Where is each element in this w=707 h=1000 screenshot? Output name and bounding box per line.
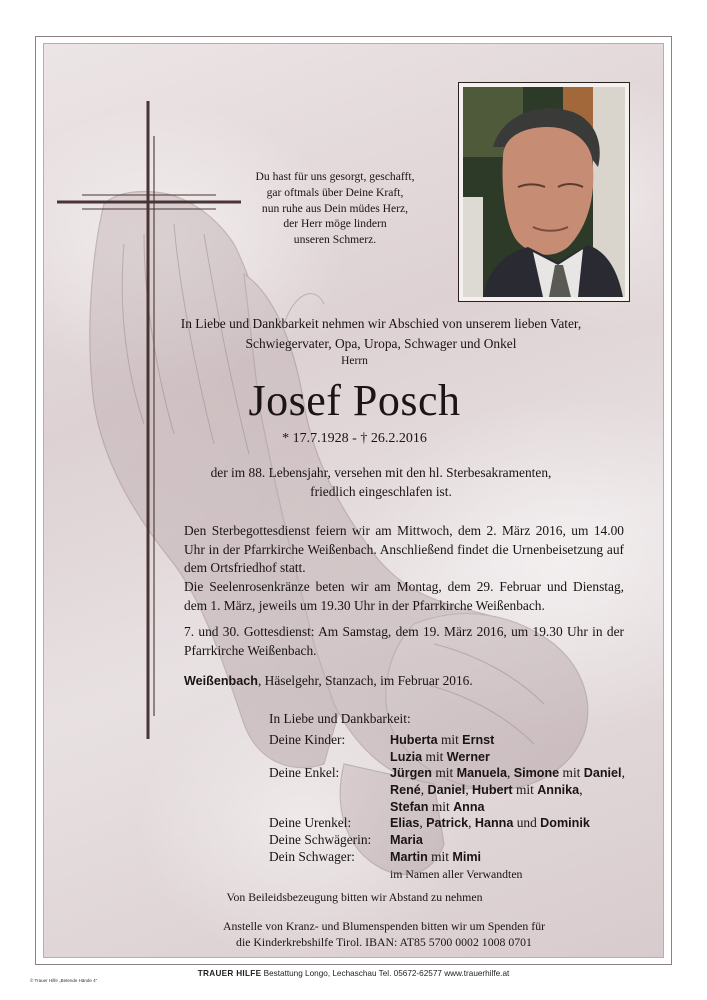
sacraments-text: [174, 464, 588, 501]
family-name: Werner: [446, 749, 490, 764]
family-name: Daniel: [427, 783, 466, 798]
deceased-name: Josef Posch: [248, 376, 461, 425]
children-label: Deine Kinder:: [269, 732, 346, 747]
copyright-note: © Trauer Hilfe „Betende Hände 4“: [30, 978, 98, 983]
place-date-line: [184, 673, 473, 689]
family-name: Daniel: [583, 766, 622, 781]
family-name: Elias: [390, 816, 420, 831]
family-name: Ernst: [462, 733, 495, 747]
place-rest: , Häselgehr, Stanzach, im Februar 2016.: [257, 673, 473, 688]
funeral-service-paragraph: Den Sterbegottesdienst feiern wir am Mittwoch, dem 2. März 2016, um 14.00 Uhr in der Pfarrkirche Weißenbach. Anschließend findet die Urnenbeisetzung auf dem Ortsfriedhof statt.: [184, 523, 624, 575]
connector: mit: [515, 782, 534, 798]
grandchildren-label: Deine Enkel:: [269, 765, 340, 781]
family-name: Huberta: [390, 733, 438, 747]
intro-line: In Liebe und Dankbarkeit nehmen wir Abschied von unserem lieben Vater,: [180, 316, 582, 331]
donation-line: Anstelle von Kranz- und Blumenspenden bitten wir um Spenden für: [222, 919, 546, 933]
sacraments-line: der im 88. Lebensjahr, versehen mit den hl. Sterbesakramenten,: [210, 465, 552, 480]
connector: ,: [420, 782, 425, 798]
connector: mit: [562, 765, 581, 781]
town-name: Weißenbach: [184, 674, 258, 688]
sister-in-law-label: Deine Schwägerin:: [269, 832, 372, 848]
footer-brand: TRAUER HILFE: [197, 969, 262, 978]
memorial-mass-paragraph: 7. und 30. Gottesdienst: Am Samstag, dem 19. März 2016, um 19.30 Uhr in der Pfarrkirche Weißenbach.: [184, 624, 624, 658]
great-grandchildren-label: Deine Urenkel:: [269, 815, 352, 831]
family-name: Mimi: [452, 849, 482, 864]
connector: ,: [419, 815, 423, 831]
portrait-photo: [463, 87, 625, 297]
connector: und: [516, 815, 537, 831]
brother-in-law-label: Dein Schwager:: [269, 848, 355, 864]
family-name: Hanna: [474, 816, 514, 831]
poem-line: nun ruhe aus Dein müdes Herz,: [261, 201, 409, 215]
connector: mit: [435, 765, 454, 781]
family-name: Annika: [537, 783, 580, 798]
family-name: Anna: [453, 799, 485, 814]
connector: ,: [506, 765, 511, 781]
salutation: Herrn: [341, 355, 368, 367]
family-name: Maria: [390, 833, 423, 848]
family-name: Hubert: [472, 783, 513, 798]
relatives-note: im Namen aller Verwandten: [390, 866, 523, 881]
family-heading: In Liebe und Dankbarkeit:: [269, 711, 411, 726]
sacraments-line: friedlich eingeschlafen ist.: [310, 483, 452, 499]
donation-request: [194, 918, 574, 950]
portrait-photo-frame: [458, 82, 630, 302]
family-name: Luzia: [390, 749, 423, 764]
intro-line: Schwiegervater, Opa, Uropa, Schwager und Onkel: [245, 336, 517, 351]
connector: mit: [425, 748, 444, 764]
family-name: Stefan: [390, 799, 429, 814]
poem-line: gar oftmals über Deine Kraft,: [266, 185, 404, 199]
connector: ,: [465, 782, 469, 798]
poem-line: Du hast für uns gesorgt, geschafft,: [255, 170, 415, 183]
family-name: Manuela: [456, 766, 507, 781]
connector: mit: [431, 798, 450, 814]
farewell-intro: [174, 314, 588, 354]
condolence-request: Von Beileidsbezeugung bitten wir Abstand zu nehmen: [226, 890, 483, 904]
family-name: Martin: [390, 849, 428, 864]
connector: ,: [468, 815, 472, 831]
family-name: Patrick: [426, 816, 469, 831]
donation-line: die Kinderkrebshilfe Tirol. IBAN: AT85 5700 0002 1008 0701: [236, 935, 532, 949]
family-name: Simone: [513, 766, 560, 781]
footer-info: [0, 969, 707, 978]
poem-line: unseren Schmerz.: [293, 233, 377, 247]
rosary-paragraph: Die Seelenrosenkränze beten wir am Montag, dem 29. Februar und Dienstag, dem 1. März, jeweils um 19.30 Uhr in der Pfarrkirche Weißenbach.: [184, 579, 624, 613]
connector: mit: [431, 848, 449, 864]
connector: ,: [621, 765, 625, 781]
poem-line: der Herr möge lindern: [283, 217, 387, 231]
connector: mit: [440, 732, 459, 747]
family-name: Dominik: [540, 816, 590, 831]
footer-contact: Bestattung Longo, Lechaschau Tel. 05672-62577 www.trauerhilfe.at: [261, 969, 510, 978]
family-name: René: [390, 783, 421, 798]
poem: [250, 169, 420, 248]
life-dates: * 17.7.1928 - † 26.2.2016: [282, 431, 427, 446]
connector: ,: [579, 782, 583, 798]
family-name: Jürgen: [390, 766, 432, 781]
obituary-card: [43, 43, 664, 958]
